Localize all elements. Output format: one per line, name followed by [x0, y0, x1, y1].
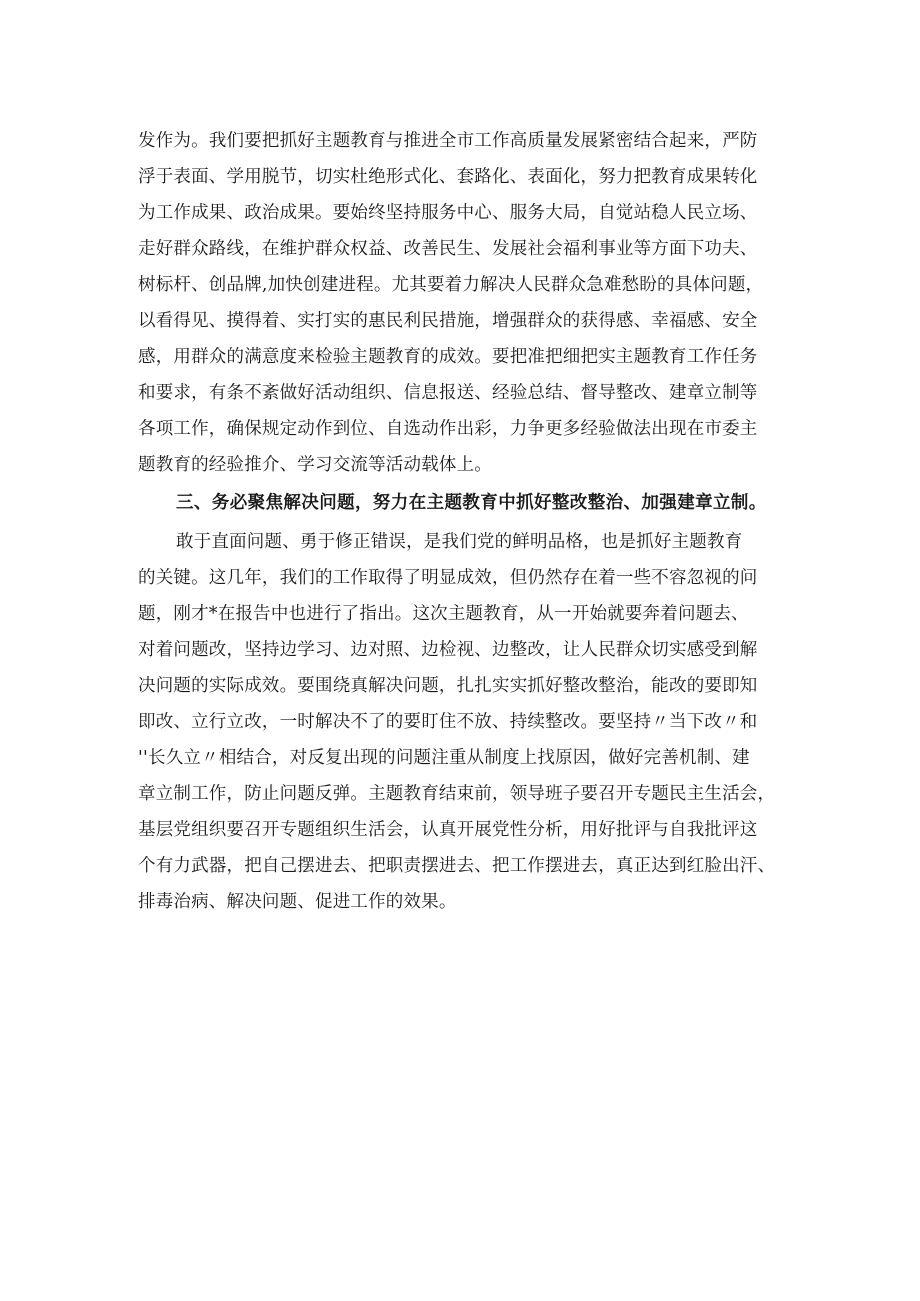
paragraph-line: 的关键。这几年，我们的工作取得了明显成效，但仍然存在着一些不容忽视的问 — [138, 568, 758, 588]
paragraph-line: 决问题的实际成效。要围绕真解决问题，扎扎实实抓好整改整治，能改的要即知 — [138, 676, 758, 696]
paragraph-line: 为工作成果、政治成果。要始终坚持服务中心、服务大局，自觉站稳人民立场、 — [138, 203, 758, 223]
paragraph-line: 基层党组织要召开专题组织生活会，认真开展党性分析，用好批评与自我批评这 — [138, 820, 758, 840]
section-heading: 三、务必聚焦解决问题，努力在主题教育中抓好整改整治、加强建章立制。 — [176, 493, 767, 513]
paragraph-line: 排毒治病、解决问题、促进工作的效果。 — [138, 892, 457, 912]
paragraph-line: 感，用群众的满意度来检验主题教育的成效。要把准把细把实主题教育工作任务 — [138, 347, 758, 367]
paragraph-line: 即改、立行立改，一时解决不了的要盯住不放、持续整改。要坚持〃当下改〃和 — [138, 712, 758, 732]
paragraph-line: 发作为。我们要把抓好主题教育与推进全市工作高质量发展紧密结合起来，严防 — [138, 131, 758, 151]
paragraph-line: 以看得见、摸得着、实打实的惠民利民措施，增强群众的获得感、幸福感、安全 — [138, 311, 758, 331]
paragraph-line: 走好群众路线，在维护群众权益、改善民生、发展社会福利事业等方面下功夫、 — [138, 239, 758, 259]
paragraph-line: ''长久立〃相结合，对反复出现的问题注重从制度上找原因，做好完善机制、建 — [138, 748, 750, 768]
paragraph-line: 题教育的经验推介、学习交流等活动载体上。 — [138, 455, 492, 475]
paragraph-line: 对着问题改，坚持边学习、边对照、边检视、边整改，让人民群众切实感受到解 — [138, 640, 758, 660]
paragraph-line: 和要求，有条不紊做好活动组织、信息报送、经验总结、督导整改、建章立制等 — [138, 383, 758, 403]
paragraph-line: 题，刚才*在报告中也进行了指出。这次主题教育，从一开始就要奔着问题去、 — [138, 604, 749, 624]
paragraph-line: 章立制工作，防止问题反弹。主题教育结束前，领导班子要召开专题民主生活会， — [138, 784, 776, 804]
paragraph-line: 敢于直面问题、勇于修正错误，是我们党的鲜明品格，也是抓好主题教育 — [176, 532, 743, 552]
paragraph-line: 树标杆、创品牌,加快创建进程。尤其要着力解决人民群众急难愁盼的具体问题， — [138, 275, 764, 295]
paragraph-line: 浮于表面、学用脱节，切实杜绝形式化、套路化、表面化，努力把教育成果转化 — [138, 167, 758, 187]
paragraph-line: 个有力武器，把自己摆进去、把职责摆进去、把工作摆进去，真正达到红脸出汗、 — [138, 856, 776, 876]
paragraph-line: 各项工作，确保规定动作到位、自选动作出彩，力争更多经验做法出现在市委主 — [138, 419, 758, 439]
